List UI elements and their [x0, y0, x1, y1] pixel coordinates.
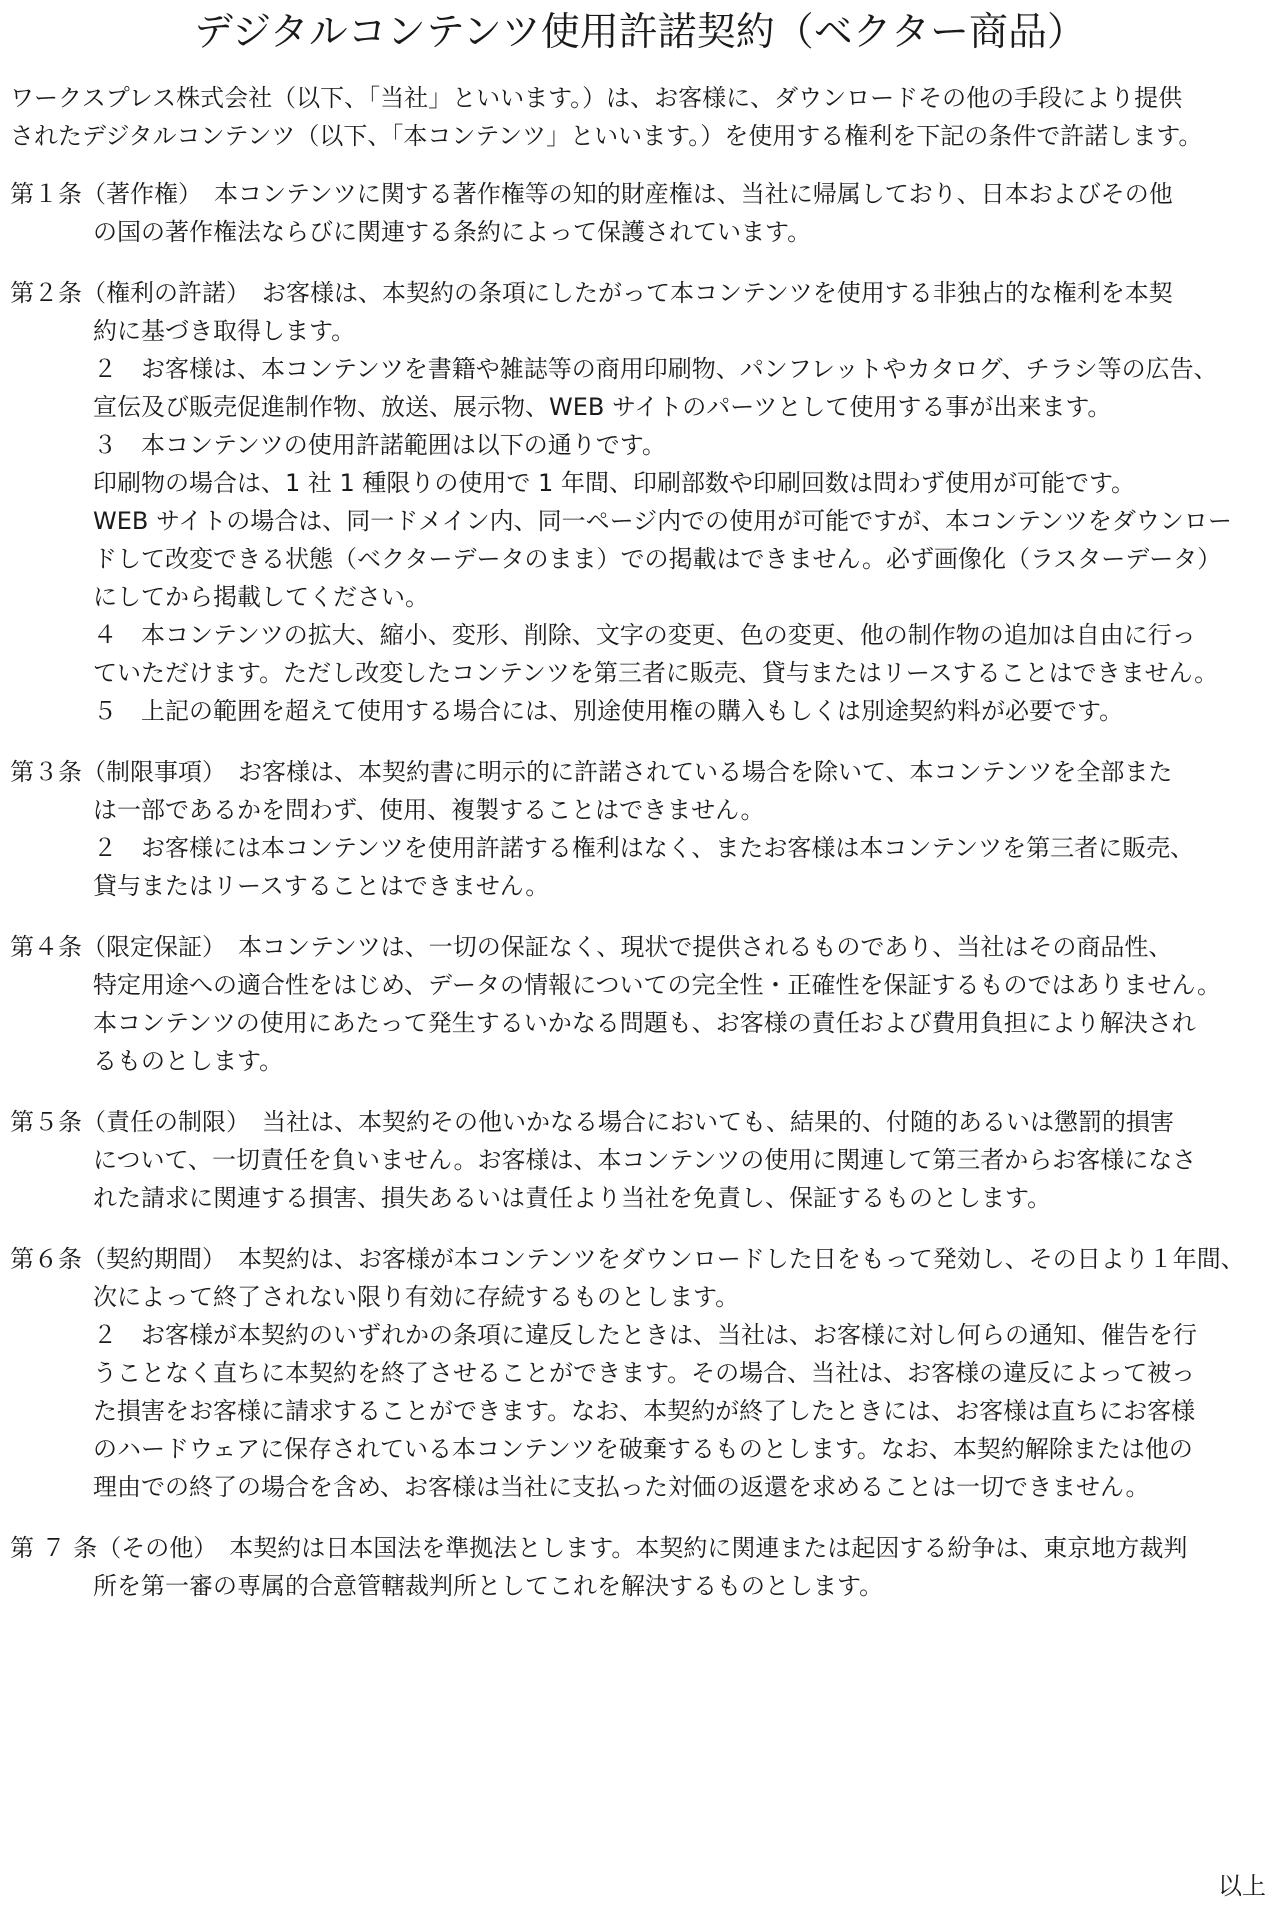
paragraph-continuation-line: ２ お客様が本契約のいずれかの条項に違反したときは、当社は、お客様に対し何らの通知、催告を行	[93, 1321, 1197, 1349]
paragraph-continuation-line: るものとします。	[93, 1047, 284, 1075]
paragraph-continuation-line: 特定用途への適合性をはじめ、データの情報についての完全性・正確性を保証するものではありません。	[93, 971, 1221, 999]
paragraph-continuation-line: 所を第一審の専属的合意管轄裁判所としてこれを解決するものとします。	[93, 1572, 884, 1600]
paragraph-continuation-line: ドして改変できる状態（ベクターデータのまま）での掲載はできません。必ず画像化（ラスターデータ）	[93, 545, 1222, 573]
paragraph-continuation-line: た損害をお客様に請求することができます。なお、本契約が終了したときには、お客様は直ちにお客様	[93, 1397, 1196, 1425]
closing-mark: 以上	[1218, 1872, 1266, 1900]
paragraph-continuation-line: にしてから掲載してください。	[93, 583, 429, 611]
paragraph-line: ワークスプレス株式会社（以下、「当社」といいます。）は、お客様に、ダウンロードその他の手段により提供	[10, 84, 1183, 112]
paragraph-continuation-line: WEB サイトの場合は、同一ドメイン内、同一ページ内での使用が可能ですが、本コンテンツをダウンロー	[93, 507, 1232, 535]
paragraph-line: 第５条（責任の制限） 当社は、本契約その他いかなる場合においても、結果的、付随的あるいは懲罰的損害	[10, 1108, 1174, 1136]
paragraph-continuation-line: ていただけます。ただし改変したコンテンツを第三者に販売、貸与またはリースすることはできません。	[93, 659, 1219, 687]
paragraph-continuation-line: ２ お客様には本コンテンツを使用許諾する権利はなく、またお客様は本コンテンツを第三者に販売、	[93, 834, 1195, 862]
paragraph-line: されたデジタルコンテンツ（以下、「本コンテンツ」といいます。）を使用する権利を下記の条件で許諾します。	[10, 122, 1203, 150]
paragraph-line: 第３条（制限事項） お客様は、本契約書に明示的に許諾されている場合を除いて、本コンテンツを全部また	[10, 758, 1173, 786]
paragraph-continuation-line: ３ 本コンテンツの使用許諾範囲は以下の通りです。	[93, 431, 666, 459]
paragraph-continuation-line: 約に基づき取得します。	[93, 317, 356, 345]
paragraph-continuation-line: 次によって終了されない限り有効に存続するものとします。	[93, 1283, 740, 1311]
paragraph-continuation-line: の国の著作権法ならびに関連する条約によって保護されています。	[93, 218, 812, 246]
paragraph-continuation-line: 貸与またはリースすることはできません。	[93, 872, 550, 900]
paragraph-line: 第６条（契約期間） 本契約は、お客様が本コンテンツをダウンロードした日をもって発効し、その日より１年間、	[10, 1245, 1245, 1273]
paragraph-line: 第２条（権利の許諾） お客様は、本契約の条項にしたがって本コンテンツを使用する非独占的な権利を本契	[10, 279, 1173, 307]
paragraph-line: 第 ７ 条（その他） 本契約は日本国法を準拠法とします。本契約に関連または起因する紛争は、東京地方裁判	[10, 1534, 1188, 1562]
paragraph-continuation-line: 印刷物の場合は、1 社 1 種限りの使用で 1 年間、印刷部数や印刷回数は問わず使用が可能です。	[93, 469, 1136, 497]
paragraph-continuation-line: 理由での終了の場合を含め、お客様は当社に支払った対価の返還を求めることは一切できません。	[93, 1473, 1150, 1501]
paragraph-continuation-line: ２ お客様は、本コンテンツを書籍や雑誌等の商用印刷物、パンフレットやカタログ、チラシ等の広告、	[93, 355, 1218, 383]
paragraph-continuation-line: ４ 本コンテンツの拡大、縮小、変形、削除、文字の変更、色の変更、他の制作物の追加は自由に行っ	[93, 621, 1196, 649]
paragraph-continuation-line: 本コンテンツの使用にあたって発生するいかなる問題も、お客様の責任および費用負担により解決され	[93, 1009, 1196, 1037]
paragraph-continuation-line: れた請求に関連する損害、損失あるいは責任より当社を免責し、保証するものとします。	[93, 1184, 1052, 1212]
paragraph-continuation-line: のハードウェアに保存されている本コンテンツを破棄するものとします。なお、本契約解除または他の	[93, 1435, 1193, 1463]
paragraph-continuation-line: について、一切責任を負いません。お客様は、本コンテンツの使用に関連して第三者からお客様になさ	[93, 1146, 1197, 1174]
page-title: デジタルコンテンツ使用許諾契約（ベクター商品）	[194, 10, 1086, 55]
paragraph-continuation-line: は一部であるかを問わず、使用、複製することはできません。	[93, 796, 765, 824]
paragraph-continuation-line: ５ 上記の範囲を超えて使用する場合には、別途使用権の購入もしくは別途契約料が必要です。	[93, 697, 1124, 725]
paragraph-continuation-line: うことなく直ちに本契約を終了させることができます。その場合、当社は、お客様の違反によって被っ	[93, 1359, 1196, 1387]
paragraph-line: 第１条（著作権） 本コンテンツに関する著作権等の知的財産権は、当社に帰属しており、日本およびその他	[10, 180, 1173, 208]
paragraph-continuation-line: 宣伝及び販売促進制作物、放送、展示物、WEB サイトのパーツとして使用する事が出来ます。	[93, 393, 1112, 421]
paragraph-line: 第４条（限定保証） 本コンテンツは、一切の保証なく、現状で提供されるものであり、当社はその商品性、	[10, 933, 1173, 961]
